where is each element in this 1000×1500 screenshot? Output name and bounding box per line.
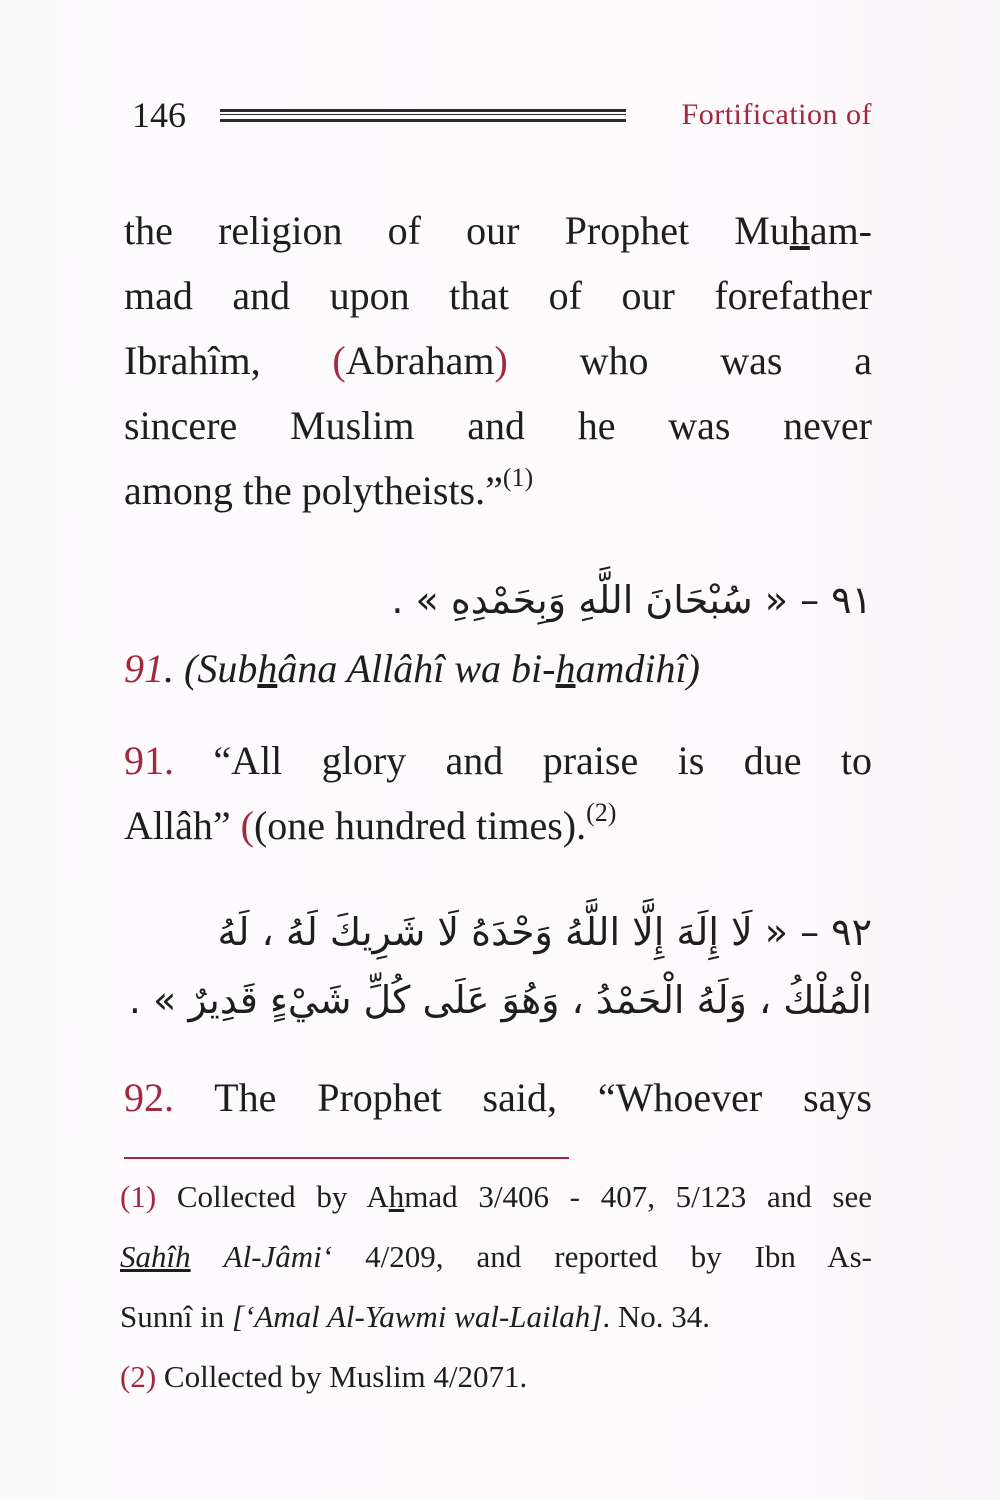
- page-number: 146: [132, 95, 186, 135]
- footnote-1-line-3: Sunnî in [‘Amal Al-Yawmi wal-Lailah]. No. 34.: [120, 1299, 710, 1334]
- running-title: Fortification of: [681, 98, 872, 131]
- para-line-2: mad and upon that of our forefather: [124, 273, 872, 318]
- para-line-3: Ibrahîm, (Abraham) who was a: [124, 338, 873, 383]
- translation-91-line-2: Allâh” ((one hundred times).$^{(2)}$: [124, 798, 617, 848]
- arabic-dua-92-line-1: ٩٢ – « لَا إِلَهَ إِلَّا اللَّهُ وَحْدَهُ لَا شَرِيكَ لَهُ ، لَهُ: [217, 910, 872, 954]
- footnote-1-line-2: Sahîh Al-Jâmi‘ 4/209, and reported by Ibn As-: [120, 1239, 872, 1274]
- para-line-1: the religion of our Prophet Muham-: [124, 208, 872, 253]
- arabic-dua-92-line-2: الْمُلْكُ ، وَلَهُ الْحَمْدُ ، وَهُوَ عَلَى كُلِّ شَيْءٍ قَدِيرٌ » .: [128, 978, 872, 1022]
- para-line-4: sincere Muslim and he was never: [124, 403, 872, 448]
- footnote-1-line-1: (1) Collected by Ahmad 3/406 - 407, 5/123 and see: [120, 1179, 873, 1214]
- transliteration-91: 91. (Subhâna Allâhî wa bi-hamdihî): [124, 646, 700, 691]
- arabic-dua-92: [124, 898, 872, 1034]
- translation-91: [124, 728, 872, 858]
- footnote-2: (2) Collected by Muslim 4/2071.: [120, 1359, 528, 1394]
- footnote-ref-2: (2): [586, 798, 617, 827]
- translation-92: [124, 1065, 872, 1130]
- page-header: [132, 95, 872, 139]
- paragraph-continuation: [124, 198, 872, 523]
- footnote-ref-1: (1): [502, 463, 534, 492]
- para-line-5: among the polytheists.”$^{(1)}$: [124, 463, 534, 513]
- footnotes: [120, 1167, 872, 1407]
- arabic-dua-91: ٩١ – « سُبْحَانَ اللَّهِ وَبِحَمْدِهِ » .: [391, 578, 872, 622]
- footnote-rule: [124, 1157, 569, 1159]
- header-rule: [220, 109, 626, 122]
- translation-92-line-1: 92. The Prophet said, “Whoever says: [124, 1075, 872, 1120]
- translation-91-line-1: 91. “All glory and praise is due to: [124, 738, 873, 783]
